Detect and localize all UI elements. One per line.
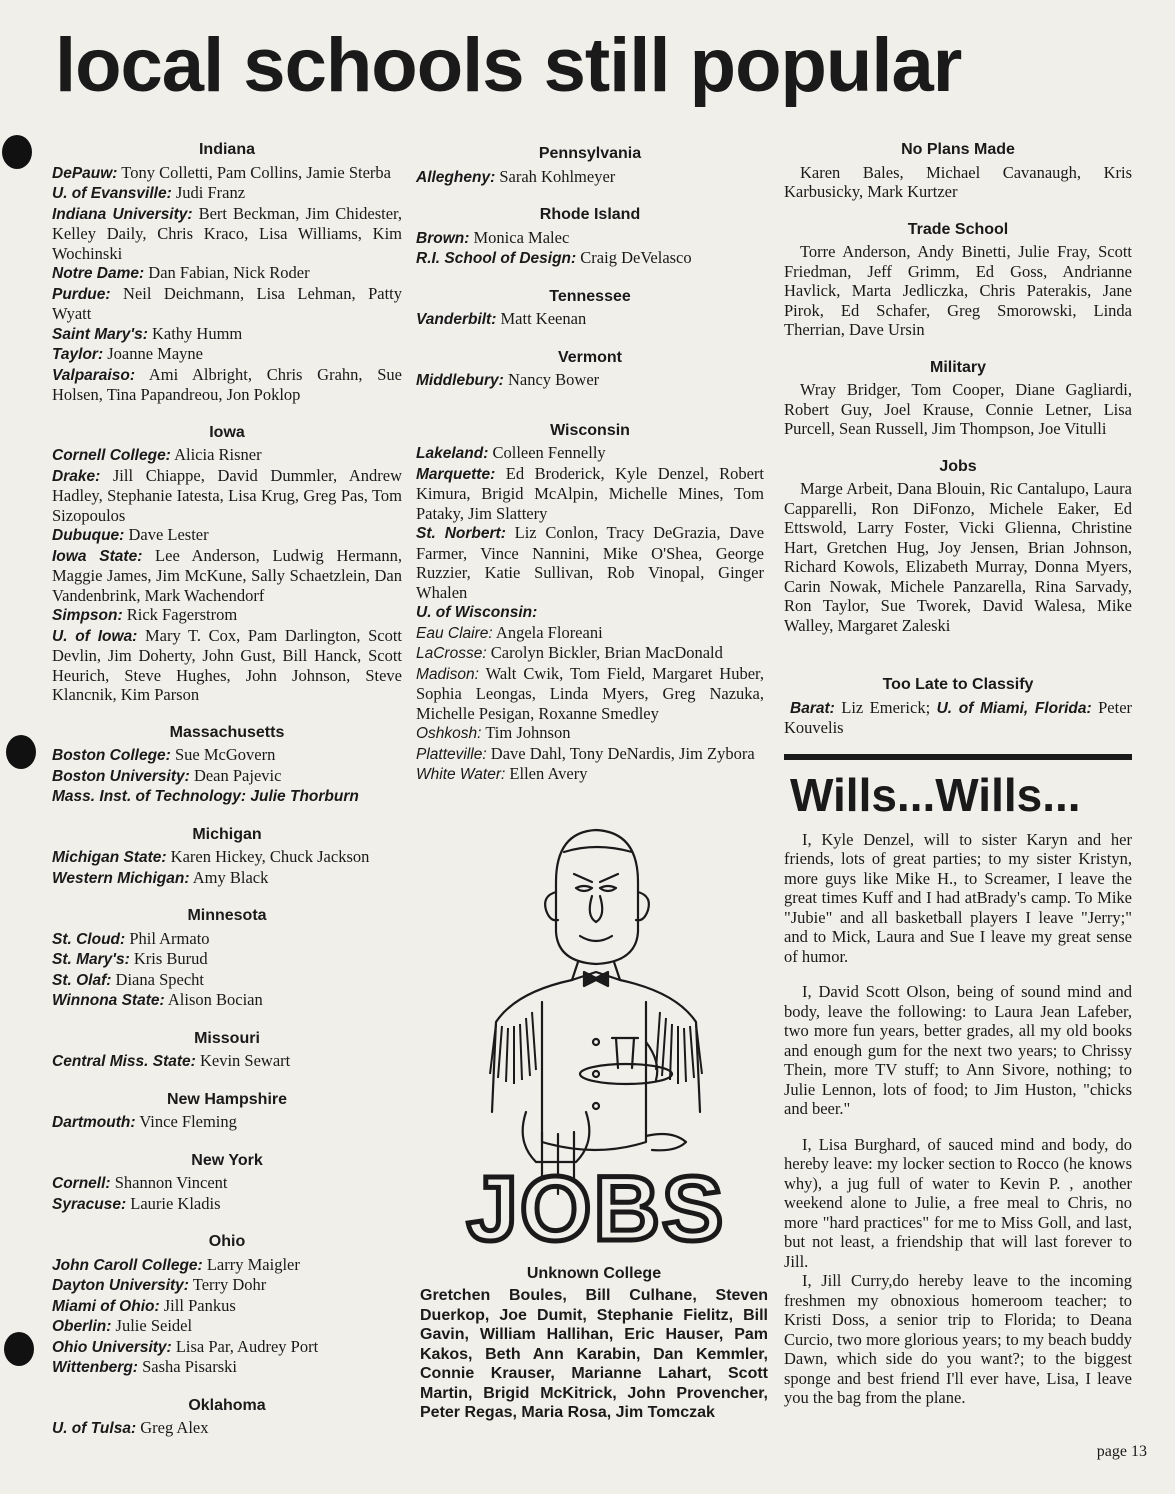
student-names: Vince Fleming [139, 1112, 237, 1131]
school-entry [416, 643, 764, 664]
school-entry [52, 929, 402, 950]
school-entry [52, 1418, 402, 1439]
section-heading: Trade School [907, 220, 1009, 238]
state-section [52, 825, 402, 889]
student-names: Neil Deichmann, Lisa Lehman, Patty Wyatt [52, 283, 402, 323]
school-name: Lakeland: [416, 445, 489, 462]
student-names: Mary T. Cox, Pam Darlington, Scott Devlin, Jim Doherty, John Gust, Bill Hanck, Scott Heurich, Steve Hughes, John Johnson, Steve Klancnik, Kim Parson [52, 625, 403, 704]
school-name: Ohio University: [52, 1338, 172, 1356]
school-name: Valparaiso: [52, 366, 135, 384]
school-name: John Caroll College: [52, 1256, 203, 1274]
plans-section [784, 358, 1132, 439]
school-name: Middlebury: [416, 372, 504, 389]
student-names: Greg Alex [140, 1418, 209, 1437]
section-names: Wray Bridger, Tom Cooper, Diane Gagliardi, Robert Guy, Joel Krause, Connie Letner, Lisa Purcell, Sean Russell, Jim Thompson, Joe Vitulli [784, 380, 1132, 438]
student-names: Liz Emerick; [841, 697, 931, 717]
state-section [52, 1090, 402, 1133]
school-entry [52, 949, 402, 970]
school-entry [416, 228, 764, 249]
student-names: Phil Armato [129, 928, 210, 948]
state-heading: New York [191, 1151, 263, 1169]
school-name: Notre Dame: [52, 265, 145, 282]
school-name: Boston College: [52, 747, 171, 764]
school-name: Dartmouth: [52, 1114, 136, 1131]
will-paragraph: I, Jill Curry,do hereby leave to the incoming freshmen my obnoxious homeroom teacher; to Kristi Doss, a senior trip to Florida; to Deana Curcio, two more glorious years; to my beach buddy Dawn, which side do you want?; to the biggest sponge and best friend I'll ever have, Lisa, I leave you the bag from the plane. [784, 1271, 1132, 1407]
school-name: R.I. School of Design: [416, 250, 577, 267]
school-name: Oberlin: [52, 1318, 112, 1335]
plans-section [784, 457, 1132, 636]
page-number: page 13 [1096, 1443, 1147, 1460]
student-names: Terry Dohr [192, 1275, 267, 1294]
student-names: Judi Franz [175, 183, 246, 202]
school-name: Platteville: [416, 745, 487, 763]
state-heading: Massachusetts [169, 723, 285, 741]
school-entry [52, 1316, 402, 1337]
section-heading: Unknown College [526, 1265, 662, 1282]
state-section [52, 1396, 402, 1439]
school-name: DePauw: [52, 164, 118, 182]
school-entry [52, 745, 402, 766]
school-name: Brown: [416, 229, 470, 247]
school-name: Iowa State: [52, 547, 143, 565]
student-names: Nancy Bower [507, 370, 600, 389]
school-name: Cornell: [52, 1175, 111, 1192]
jobs-label: JOBS [466, 1158, 726, 1256]
wills-title: Wills...Wills... [790, 768, 1081, 821]
school-entry [52, 970, 402, 991]
school-entry [416, 370, 764, 391]
student-names: Alison Bocian [167, 990, 263, 1009]
school-name: Madison: [416, 665, 479, 683]
state-heading: Iowa [209, 423, 245, 441]
section-names: Torre Anderson, Andy Binetti, Julie Fray, Scott Friedman, Jeff Grimm, Ed Goss, Andrianne Havlick, Marta Jedliczka, Chris Paterakis, Jane Pirok, Ed Schafer, Greg Smorowski, Linda Therrian, Dave Ursin [784, 242, 1132, 339]
column-right [784, 140, 1132, 1408]
binder-hole [2, 135, 32, 169]
student-names: Laurie Kladis [130, 1193, 221, 1213]
school-entry [52, 546, 402, 606]
school-name: St. Norbert: [416, 525, 506, 542]
state-section [52, 1029, 402, 1072]
school-entry [416, 523, 764, 602]
school-name: Boston University: [52, 767, 190, 785]
school-entry [52, 183, 402, 204]
school-name: Purdue: [52, 285, 111, 303]
state-section [52, 723, 402, 807]
school-entry [416, 602, 764, 623]
too-late-section [784, 675, 1132, 738]
state-heading: Michigan [192, 825, 262, 843]
school-name: Mass. Inst. of Technology: Julie Thorburn [52, 788, 359, 805]
state-heading: Rhode Island [539, 206, 641, 223]
section-names: Marge Arbeit, Dana Blouin, Ric Cantalupo, Laura Capparelli, Ron DiFonzo, Michele Eaker, Ed Ettswold, Larry Foster, Vicki Glienna, Christine Hart, Gretchen Hug, Joy Jensen, Brian Johnson, Richard Kowols, Elizabeth Murray, Donna Myers, Carin Nowak, Michele Panzarella, Rina Sarvady, Ron Taylor, Sue Tworek, David Walesa, Mike Walley, Margaret Zaleski [784, 479, 1132, 635]
school-name: Drake: [52, 467, 101, 485]
school-entry [52, 1255, 402, 1276]
school-entry [416, 723, 764, 744]
school-name: Dayton University: [52, 1277, 189, 1294]
state-heading: Pennsylvania [538, 145, 642, 162]
student-names: Carolyn Bickler, Brian MacDonald [490, 643, 723, 662]
column-left [52, 140, 402, 1457]
student-names: Dave Lester [128, 525, 209, 544]
school-entry [52, 1357, 402, 1378]
school-entry [52, 466, 402, 526]
school-name: Wittenberg: [52, 1359, 138, 1376]
school-entry [52, 324, 402, 345]
section-divider [784, 754, 1132, 760]
student-names: Angela Floreani [495, 622, 603, 642]
school-entry [52, 1051, 402, 1072]
student-names: Kevin Sewart [199, 1051, 291, 1070]
binder-hole [4, 1332, 34, 1366]
student-names: Lisa Par, Audrey Port [175, 1336, 319, 1356]
student-names: Shannon Vincent [114, 1173, 228, 1192]
school-name: Vanderbilt: [416, 311, 497, 328]
school-name: Western Michigan: [52, 869, 190, 887]
school-name: Saint Mary's: [52, 325, 148, 343]
school-name: LaCrosse: [416, 645, 487, 662]
school-entry [52, 1296, 402, 1317]
school-name: Syracuse: [52, 1195, 127, 1213]
student-names: Amy Black [192, 867, 269, 887]
state-section [416, 205, 764, 269]
school-name: U. of Evansville: [52, 185, 172, 202]
school-entry [416, 744, 764, 765]
state-heading: Tennessee [549, 287, 631, 305]
unknown-college-names: Gretchen Boules, Bill Culhane, Steven Duerkop, Joe Dumit, Stephanie Fielitz, Bill Gavin, William Hallihan, Eric Hauser, Pam Kakos, Beth Ann Karabin, Dan Kemmler, Connie Krauser, Marianne Lahart, Scott Martin, Brigid McKitrick, John Provencher, Peter Regas, Maria Rosa, Jim Tomczak [420, 1287, 768, 1421]
school-entry [52, 1337, 402, 1358]
school-entry [52, 365, 402, 405]
student-names: Walt Cwik, Tom Field, Margaret Huber, Sophia Leongas, Linda Myers, Greg Nazuka, Michelle Pesigan, Roxanne Smedley [416, 663, 765, 723]
school-entry [416, 309, 764, 330]
plans-section [784, 140, 1132, 202]
state-heading: Vermont [557, 348, 622, 366]
binder-hole [6, 735, 36, 769]
student-names: Bert Beckman, Jim Chidester, Kelley Daily, Chris Kraco, Lisa Williams, Kim Wochinski [52, 203, 402, 263]
school-entry [52, 626, 402, 705]
student-names: Peter Kouvelis [784, 697, 1133, 737]
school-entry [52, 1112, 402, 1133]
student-names: Craig DeVelasco [580, 248, 692, 267]
school-entry [416, 443, 764, 464]
state-section [52, 1151, 402, 1215]
plans-section [784, 220, 1132, 340]
student-names: Monica Malec [473, 227, 570, 247]
state-section [52, 140, 402, 405]
school-entry [52, 525, 402, 546]
section-heading: No Plans Made [901, 141, 1015, 158]
student-names: Dave Dahl, Tony DeNardis, Jim Zybora [490, 743, 755, 763]
state-heading: New Hampshire [166, 1090, 288, 1108]
school-name: Oshkosh: [416, 725, 482, 742]
student-names: Jill Pankus [163, 1295, 236, 1315]
state-section [416, 421, 764, 785]
school-entry [52, 605, 402, 626]
will-paragraph: I, Kyle Denzel, will to sister Karyn and her friends, lots of great parties; to my sister Kristyn, more guys like Mike H., to Screamer, I leave the great times Kuff and I had atBrady's camp. To Mike "Jubie" and all basketball players I leave "Jerry;" and to Mick, Laura and Sue I leave my great sense of humor. [784, 829, 1132, 966]
school-name: Winnona State: [52, 992, 165, 1009]
school-entry [416, 664, 764, 724]
student-names: Tim Johnson [485, 723, 571, 742]
will-paragraph: I, David Scott Olson, being of sound mind and body, leave the following: to Laura Jean Lafeber, two more fun years, better grades, all my old books and enough gum for the next two years; to Chrissy Thein, more TV stuff; to Ann Sivore, nothing; to Julie Lennon, lots of food; to Jim Huston, "chicks and beer." [784, 982, 1132, 1118]
student-names: Sasha Pisarski [142, 1357, 237, 1376]
school-entry [52, 163, 402, 184]
school-entry [52, 1194, 402, 1215]
student-names: Liz Conlon, Tracy DeGrazia, Dave Farmer, Vince Nannini, Mike O'Shea, George Ruzzier, Katie Sullivan, Rob Vinopal, Ginger Whalen [416, 523, 765, 602]
student-names: Julie Seidel [115, 1316, 193, 1335]
section-heading: Too Late to Classify [882, 676, 1034, 693]
school-entry [52, 344, 402, 365]
page-title: local schools still popular [55, 23, 962, 108]
school-entry [52, 1275, 402, 1296]
state-heading: Ohio [208, 1233, 246, 1250]
school-entry [52, 847, 402, 868]
state-section [416, 144, 764, 187]
state-section [416, 287, 764, 330]
state-section [52, 906, 402, 1011]
student-names: Ed Broderick, Kyle Denzel, Robert Kimura, Brigid McAlpin, Michelle Mines, Tom Pataky, Jim Slattery [416, 463, 764, 523]
school-entry [52, 263, 402, 284]
state-section [52, 423, 402, 705]
state-heading: Oklahoma [188, 1396, 266, 1414]
school-entry [416, 764, 764, 785]
school-name: Eau Claire: [416, 624, 493, 642]
school-entry [52, 204, 402, 264]
state-heading: Minnesota [187, 907, 267, 924]
school-name: White Water: [416, 766, 506, 783]
school-name: Allegheny: [416, 168, 496, 186]
student-names: Tony Colletti, Pam Collins, Jamie Sterba [121, 162, 392, 182]
too-late-entry [784, 698, 1132, 738]
school-name: Michigan State: [52, 849, 167, 866]
state-section [416, 348, 764, 391]
school-name: Taylor: [52, 346, 104, 363]
student-names: Lee Anderson, Ludwig Hermann, Maggie James, Jim McKune, Sally Schaetzlein, Dan Vandenbrink, Mark Wachendorf [52, 545, 402, 605]
state-heading: Wisconsin [550, 421, 630, 439]
school-entry [52, 786, 402, 807]
school-entry [52, 868, 402, 889]
school-name: Cornell College: [52, 447, 171, 464]
state-heading: Indiana [198, 141, 255, 158]
school-name: Indiana University: [52, 205, 193, 223]
school-entry [52, 1173, 402, 1194]
section-heading: Jobs [939, 457, 977, 475]
school-entry [416, 167, 764, 188]
will-paragraph: I, Lisa Burghard, of sauced mind and body, do hereby leave: my locker section to Rocco (he knows why), a jug full of water to Kevin P. , another weekend alone to Julie, a free meal to Chris, no more "hard practices" for me to Miss Goll, and last, but not least, a friendship that will last forever to Jill. [784, 1134, 1132, 1271]
waiter-jobs-illustration [446, 812, 746, 1256]
section-names: Karen Bales, Michael Cavanaugh, Kris Karbusicky, Mark Kurtzer [784, 162, 1132, 201]
school-name: U. of Wisconsin: [416, 604, 538, 621]
school-name: St. Cloud: [52, 930, 126, 948]
school-name: Marquette: [416, 465, 496, 483]
school-entry [416, 248, 764, 269]
student-names: Joanne Mayne [107, 344, 203, 363]
student-names: Sue McGovern [174, 745, 276, 764]
school-entry [52, 766, 402, 787]
student-names: Alicia Risner [174, 445, 262, 464]
student-names: Kathy Humm [151, 323, 243, 343]
school-name: Barat: [790, 699, 835, 717]
student-names: Diana Specht [115, 969, 204, 989]
school-name: Miami of Ohio: [52, 1297, 160, 1315]
student-names: Karen Hickey, Chuck Jackson [170, 847, 370, 866]
school-name: U. of Tulsa: [52, 1420, 137, 1437]
student-names: Larry Maigler [206, 1254, 300, 1274]
school-name: U. of Miami, Florida: [936, 699, 1092, 717]
student-names: Colleen Fennelly [492, 443, 606, 462]
student-names: Rick Fagerstrom [126, 605, 238, 624]
student-names: Kris Burud [133, 949, 208, 968]
school-name: St. Olaf: [52, 971, 112, 989]
school-name: U. of Iowa: [52, 627, 138, 645]
school-entry [52, 445, 402, 466]
student-names: Jill Chiappe, David Dummler, Andrew Hadley, Stephanie Iatesta, Lisa Krug, Greg Pas, Tom Sizopoulos [52, 465, 402, 525]
state-section [52, 1232, 402, 1378]
school-name: Simpson: [52, 607, 123, 624]
student-names: Dan Fabian, Nick Roder [148, 263, 310, 282]
school-entry [52, 990, 402, 1011]
student-names: Matt Keenan [500, 309, 587, 328]
school-entry [416, 623, 764, 644]
school-name: Dubuque: [52, 527, 125, 544]
student-names: Sarah Kohlmeyer [499, 166, 616, 186]
school-name: St. Mary's: [52, 951, 130, 968]
student-names: Dean Pajevic [193, 765, 282, 785]
state-heading: Missouri [194, 1029, 260, 1047]
column-middle [416, 144, 764, 803]
section-heading: Military [929, 358, 986, 376]
wills-body [784, 830, 1132, 1408]
school-name: Central Miss. State: [52, 1053, 196, 1070]
school-entry [416, 464, 764, 524]
school-entry [52, 284, 402, 324]
student-names: Ellen Avery [509, 764, 588, 783]
student-names: Ami Albright, Chris Grahn, Sue Holsen, Tina Papandreou, Jon Poklop [52, 364, 403, 404]
unknown-college-section [420, 1265, 768, 1423]
